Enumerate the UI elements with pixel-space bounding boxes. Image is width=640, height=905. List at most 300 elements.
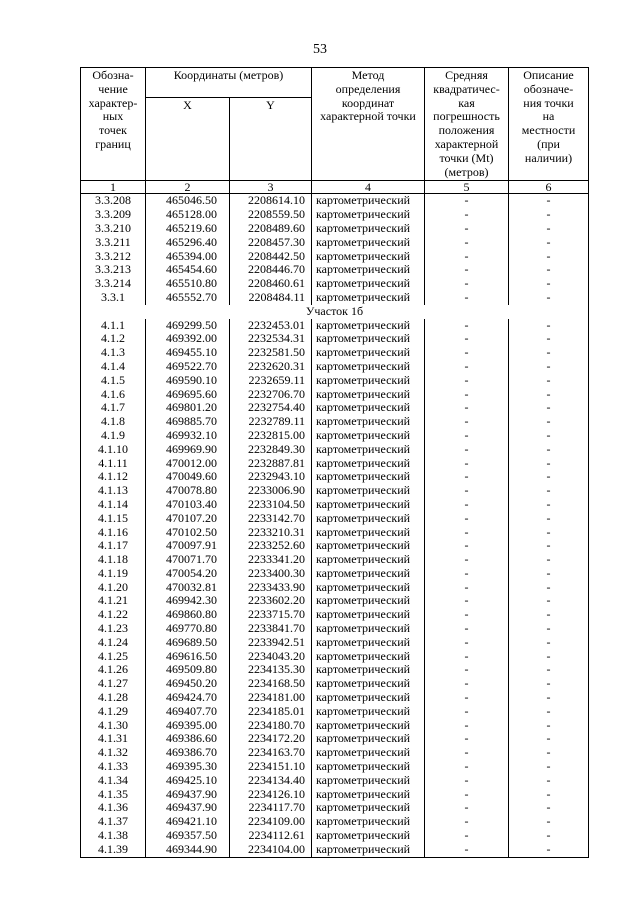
error-value: -: [425, 801, 509, 815]
coord-x: 465128.00: [146, 208, 230, 222]
method: картометрический: [312, 650, 425, 664]
coord-x: 465046.50: [146, 194, 230, 208]
error-value: -: [425, 732, 509, 746]
description-value: -: [509, 512, 589, 526]
table-row: [81, 346, 589, 360]
point-id: 3.3.214: [81, 277, 146, 291]
description-value: -: [509, 332, 589, 346]
coord-y: 2233602.20: [230, 594, 312, 608]
coord-y: 2234104.00: [230, 843, 312, 857]
coord-x: 469450.20: [146, 677, 230, 691]
point-id: 4.1.17: [81, 539, 146, 553]
header-description: [509, 68, 589, 181]
description-value: -: [509, 484, 589, 498]
coord-x: 469395.30: [146, 760, 230, 774]
point-id: 4.1.29: [81, 705, 146, 719]
table-row: [81, 622, 589, 636]
table-row: [81, 691, 589, 705]
coord-x: 470012.00: [146, 457, 230, 471]
table-row: [81, 553, 589, 567]
error-value: -: [425, 470, 509, 484]
description-value: -: [509, 829, 589, 843]
coord-x: 465454.60: [146, 263, 230, 277]
error-value: -: [425, 553, 509, 567]
point-id: 4.1.5: [81, 374, 146, 388]
coord-x: 470102.50: [146, 526, 230, 540]
coord-y: 2234180.70: [230, 719, 312, 733]
method: картометрический: [312, 608, 425, 622]
error-value: -: [425, 319, 509, 333]
coord-y: 2234151.10: [230, 760, 312, 774]
method: картометрический: [312, 208, 425, 222]
coord-x: 469386.60: [146, 732, 230, 746]
coord-y: 2233400.30: [230, 567, 312, 581]
table-row: [81, 760, 589, 774]
table-row: [81, 401, 589, 415]
method: картометрический: [312, 760, 425, 774]
point-id: 4.1.39: [81, 843, 146, 857]
method: картометрический: [312, 388, 425, 402]
coord-y: 2232706.70: [230, 388, 312, 402]
error-value: -: [425, 208, 509, 222]
error-value: -: [425, 277, 509, 291]
column-number: 6: [509, 181, 589, 194]
table-body: [81, 194, 589, 857]
error-value: -: [425, 608, 509, 622]
table-row: [81, 484, 589, 498]
table-row: [81, 194, 589, 208]
point-id: 4.1.2: [81, 332, 146, 346]
coord-x: 469770.80: [146, 622, 230, 636]
point-id: 4.1.3: [81, 346, 146, 360]
point-id: 4.1.30: [81, 719, 146, 733]
table-row: [81, 636, 589, 650]
table-row: [81, 263, 589, 277]
description-value: -: [509, 815, 589, 829]
error-value: -: [425, 194, 509, 208]
header-error: [425, 68, 509, 181]
method: картометрический: [312, 277, 425, 291]
error-value: -: [425, 346, 509, 360]
error-value: -: [425, 388, 509, 402]
coord-y: 2208489.60: [230, 222, 312, 236]
coord-x: 465394.00: [146, 250, 230, 264]
method: картометрический: [312, 677, 425, 691]
error-value: -: [425, 415, 509, 429]
header-x: X: [146, 98, 230, 181]
error-value: -: [425, 663, 509, 677]
method: картометрический: [312, 457, 425, 471]
section-row: [81, 305, 589, 319]
error-value: -: [425, 498, 509, 512]
column-number: 2: [146, 181, 230, 194]
method: картометрический: [312, 512, 425, 526]
coord-y: 2233715.70: [230, 608, 312, 622]
error-value: -: [425, 843, 509, 857]
coord-x: 469801.20: [146, 401, 230, 415]
table-row: [81, 843, 589, 857]
section-title: Участок 1б: [81, 305, 589, 319]
table-row: [81, 457, 589, 471]
error-value: -: [425, 360, 509, 374]
table-row: [81, 650, 589, 664]
table-row: [81, 774, 589, 788]
error-value: -: [425, 236, 509, 250]
point-id: 4.1.33: [81, 760, 146, 774]
coord-x: 470103.40: [146, 498, 230, 512]
method: картометрический: [312, 346, 425, 360]
table-row: [81, 319, 589, 333]
point-id: 4.1.24: [81, 636, 146, 650]
description-value: -: [509, 429, 589, 443]
table-row: [81, 236, 589, 250]
method: картометрический: [312, 319, 425, 333]
point-id: 3.3.210: [81, 222, 146, 236]
point-id: 4.1.36: [81, 801, 146, 815]
point-id: 3.3.1: [81, 291, 146, 305]
coord-y: 2232620.31: [230, 360, 312, 374]
table-row: [81, 512, 589, 526]
coord-x: 469425.10: [146, 774, 230, 788]
method: картометрический: [312, 250, 425, 264]
table-row: [81, 360, 589, 374]
description-value: -: [509, 319, 589, 333]
description-value: -: [509, 250, 589, 264]
coord-y: 2208442.50: [230, 250, 312, 264]
description-value: -: [509, 443, 589, 457]
description-value: -: [509, 526, 589, 540]
point-id: 4.1.34: [81, 774, 146, 788]
coord-y: 2208614.10: [230, 194, 312, 208]
coord-y: 2234043.20: [230, 650, 312, 664]
header-method-text: Метод определения координат характерной точки: [320, 68, 416, 124]
error-value: -: [425, 622, 509, 636]
error-value: -: [425, 401, 509, 415]
coord-x: 469590.10: [146, 374, 230, 388]
coord-x: 470107.20: [146, 512, 230, 526]
table-row: [81, 388, 589, 402]
coord-x: 470071.70: [146, 553, 230, 567]
method: картометрический: [312, 691, 425, 705]
table-row: [81, 291, 589, 305]
coord-x: 469860.80: [146, 608, 230, 622]
coord-x: 465552.70: [146, 291, 230, 305]
header-y: Y: [230, 98, 312, 181]
error-value: -: [425, 788, 509, 802]
description-value: -: [509, 291, 589, 305]
coord-y: 2234117.70: [230, 801, 312, 815]
table-row: [81, 608, 589, 622]
coord-y: 2234185.01: [230, 705, 312, 719]
coord-x: 469344.90: [146, 843, 230, 857]
error-value: -: [425, 291, 509, 305]
description-value: -: [509, 498, 589, 512]
page-number: 53: [313, 42, 327, 57]
description-value: -: [509, 608, 589, 622]
coord-y: 2233341.20: [230, 553, 312, 567]
point-id: 3.3.211: [81, 236, 146, 250]
description-value: -: [509, 636, 589, 650]
point-id: 4.1.6: [81, 388, 146, 402]
error-value: -: [425, 691, 509, 705]
description-value: -: [509, 277, 589, 291]
point-id: 3.3.208: [81, 194, 146, 208]
table-row: [81, 815, 589, 829]
table-row: [81, 332, 589, 346]
coord-y: 2208460.61: [230, 277, 312, 291]
point-id: 4.1.15: [81, 512, 146, 526]
method: картометрический: [312, 581, 425, 595]
coord-x: 465296.40: [146, 236, 230, 250]
coord-y: 2232789.11: [230, 415, 312, 429]
point-id: 4.1.20: [81, 581, 146, 595]
coord-x: 469522.70: [146, 360, 230, 374]
description-value: -: [509, 746, 589, 760]
method: картометрический: [312, 636, 425, 650]
description-value: -: [509, 732, 589, 746]
coord-x: 469695.60: [146, 388, 230, 402]
coord-x: 469437.90: [146, 788, 230, 802]
description-value: -: [509, 208, 589, 222]
description-value: -: [509, 401, 589, 415]
method: картометрический: [312, 622, 425, 636]
point-id: 4.1.8: [81, 415, 146, 429]
coord-x: 469407.70: [146, 705, 230, 719]
coord-y: 2232453.01: [230, 319, 312, 333]
error-value: -: [425, 650, 509, 664]
point-id: 4.1.18: [81, 553, 146, 567]
coord-y: 2234163.70: [230, 746, 312, 760]
method: картометрический: [312, 236, 425, 250]
coord-y: 2234126.10: [230, 788, 312, 802]
method: картометрический: [312, 401, 425, 415]
method: картометрический: [312, 788, 425, 802]
error-value: -: [425, 815, 509, 829]
point-id: 4.1.14: [81, 498, 146, 512]
coord-y: 2233142.70: [230, 512, 312, 526]
description-value: -: [509, 194, 589, 208]
table-row: [81, 705, 589, 719]
method: картометрический: [312, 705, 425, 719]
description-value: -: [509, 553, 589, 567]
table-row: [81, 526, 589, 540]
coord-x: 469932.10: [146, 429, 230, 443]
description-value: -: [509, 457, 589, 471]
table-row: [81, 470, 589, 484]
point-id: 4.1.12: [81, 470, 146, 484]
error-value: -: [425, 332, 509, 346]
table-row: [81, 567, 589, 581]
coord-x: 469689.50: [146, 636, 230, 650]
method: картометрический: [312, 498, 425, 512]
coord-y: 2234135.30: [230, 663, 312, 677]
method: картометрический: [312, 443, 425, 457]
error-value: -: [425, 457, 509, 471]
point-id: 4.1.7: [81, 401, 146, 415]
coord-y: 2232943.10: [230, 470, 312, 484]
coord-x: 469969.90: [146, 443, 230, 457]
error-value: -: [425, 429, 509, 443]
error-value: -: [425, 526, 509, 540]
coord-y: 2233433.90: [230, 581, 312, 595]
coord-y: 2208484.11: [230, 291, 312, 305]
coord-x: 469421.10: [146, 815, 230, 829]
error-value: -: [425, 719, 509, 733]
table-row: [81, 801, 589, 815]
column-number: 3: [230, 181, 312, 194]
method: картометрический: [312, 539, 425, 553]
table-row: [81, 374, 589, 388]
header-designation-text: Обозна- чение характер- ных точек границ: [88, 68, 138, 151]
method: картометрический: [312, 774, 425, 788]
header-description-text: Описание обозначе- ния точки на местности (при наличии): [521, 68, 576, 165]
error-value: -: [425, 443, 509, 457]
point-id: 4.1.25: [81, 650, 146, 664]
point-id: 4.1.4: [81, 360, 146, 374]
error-value: -: [425, 222, 509, 236]
coordinates-table: [80, 67, 589, 858]
table-row: [81, 415, 589, 429]
description-value: -: [509, 470, 589, 484]
coord-x: 470097.91: [146, 539, 230, 553]
method: картометрический: [312, 567, 425, 581]
table-row: [81, 581, 589, 595]
point-id: 4.1.27: [81, 677, 146, 691]
coord-x: 469885.70: [146, 415, 230, 429]
table-row: [81, 594, 589, 608]
method: картометрический: [312, 594, 425, 608]
coord-y: 2234172.20: [230, 732, 312, 746]
coord-y: 2233210.31: [230, 526, 312, 540]
error-value: -: [425, 539, 509, 553]
method: картометрический: [312, 263, 425, 277]
coord-x: 469392.00: [146, 332, 230, 346]
coord-x: 469437.90: [146, 801, 230, 815]
coord-x: 469299.50: [146, 319, 230, 333]
point-id: 4.1.13: [81, 484, 146, 498]
description-value: -: [509, 691, 589, 705]
table-row: [81, 250, 589, 264]
method: картометрический: [312, 663, 425, 677]
coord-y: 2232581.50: [230, 346, 312, 360]
header-designation: [81, 68, 146, 181]
point-id: 4.1.31: [81, 732, 146, 746]
coord-y: 2232659.11: [230, 374, 312, 388]
description-value: -: [509, 801, 589, 815]
coord-y: 2233841.70: [230, 622, 312, 636]
coord-x: 465510.80: [146, 277, 230, 291]
table-row: [81, 829, 589, 843]
method: картометрический: [312, 429, 425, 443]
coord-y: 2232887.81: [230, 457, 312, 471]
coord-x: 470054.20: [146, 567, 230, 581]
error-value: -: [425, 263, 509, 277]
point-id: 4.1.38: [81, 829, 146, 843]
description-value: -: [509, 774, 589, 788]
error-value: -: [425, 677, 509, 691]
column-number: 5: [425, 181, 509, 194]
table-row: [81, 429, 589, 443]
coord-y: 2234112.61: [230, 829, 312, 843]
description-value: -: [509, 346, 589, 360]
coord-y: 2208457.30: [230, 236, 312, 250]
coord-x: 469455.10: [146, 346, 230, 360]
coord-y: 2234168.50: [230, 677, 312, 691]
point-id: 4.1.23: [81, 622, 146, 636]
point-id: 3.3.209: [81, 208, 146, 222]
coord-y: 2232754.40: [230, 401, 312, 415]
error-value: -: [425, 636, 509, 650]
coord-y: 2232534.31: [230, 332, 312, 346]
table-row: [81, 498, 589, 512]
description-value: -: [509, 705, 589, 719]
coord-x: 469386.70: [146, 746, 230, 760]
header-coordinates: Координаты (метров): [146, 68, 312, 98]
table-row: [81, 277, 589, 291]
coord-y: 2233104.50: [230, 498, 312, 512]
description-value: -: [509, 388, 589, 402]
coord-x: 469395.00: [146, 719, 230, 733]
point-id: 4.1.11: [81, 457, 146, 471]
table-row: [81, 677, 589, 691]
point-id: 4.1.37: [81, 815, 146, 829]
description-value: -: [509, 594, 589, 608]
error-value: -: [425, 760, 509, 774]
table-row: [81, 208, 589, 222]
method: картометрический: [312, 194, 425, 208]
column-number: 4: [312, 181, 425, 194]
point-id: 4.1.10: [81, 443, 146, 457]
coord-y: 2234109.00: [230, 815, 312, 829]
method: картометрический: [312, 360, 425, 374]
point-id: 4.1.16: [81, 526, 146, 540]
description-value: -: [509, 415, 589, 429]
coord-x: 470078.80: [146, 484, 230, 498]
header-method: [312, 68, 425, 181]
coord-x: 465219.60: [146, 222, 230, 236]
description-value: -: [509, 760, 589, 774]
table-row: [81, 663, 589, 677]
coord-x: 469616.50: [146, 650, 230, 664]
description-value: -: [509, 222, 589, 236]
header-error-text: Средняя квадратичес- кая погрешность положения характерной точки (Mt) (метров): [433, 68, 500, 179]
coord-y: 2232849.30: [230, 443, 312, 457]
table-row: [81, 222, 589, 236]
description-value: -: [509, 539, 589, 553]
coord-x: 470049.60: [146, 470, 230, 484]
method: картометрический: [312, 374, 425, 388]
method: картометрический: [312, 801, 425, 815]
error-value: -: [425, 746, 509, 760]
description-value: -: [509, 374, 589, 388]
error-value: -: [425, 374, 509, 388]
method: картометрический: [312, 843, 425, 857]
point-id: 4.1.21: [81, 594, 146, 608]
method: картометрический: [312, 746, 425, 760]
table-row: [81, 719, 589, 733]
description-value: -: [509, 663, 589, 677]
coord-y: 2233006.90: [230, 484, 312, 498]
error-value: -: [425, 250, 509, 264]
coord-y: 2234134.40: [230, 774, 312, 788]
point-id: 4.1.26: [81, 663, 146, 677]
description-value: -: [509, 360, 589, 374]
table-row: [81, 443, 589, 457]
method: картометрический: [312, 553, 425, 567]
point-id: 4.1.19: [81, 567, 146, 581]
table-row: [81, 732, 589, 746]
error-value: -: [425, 705, 509, 719]
